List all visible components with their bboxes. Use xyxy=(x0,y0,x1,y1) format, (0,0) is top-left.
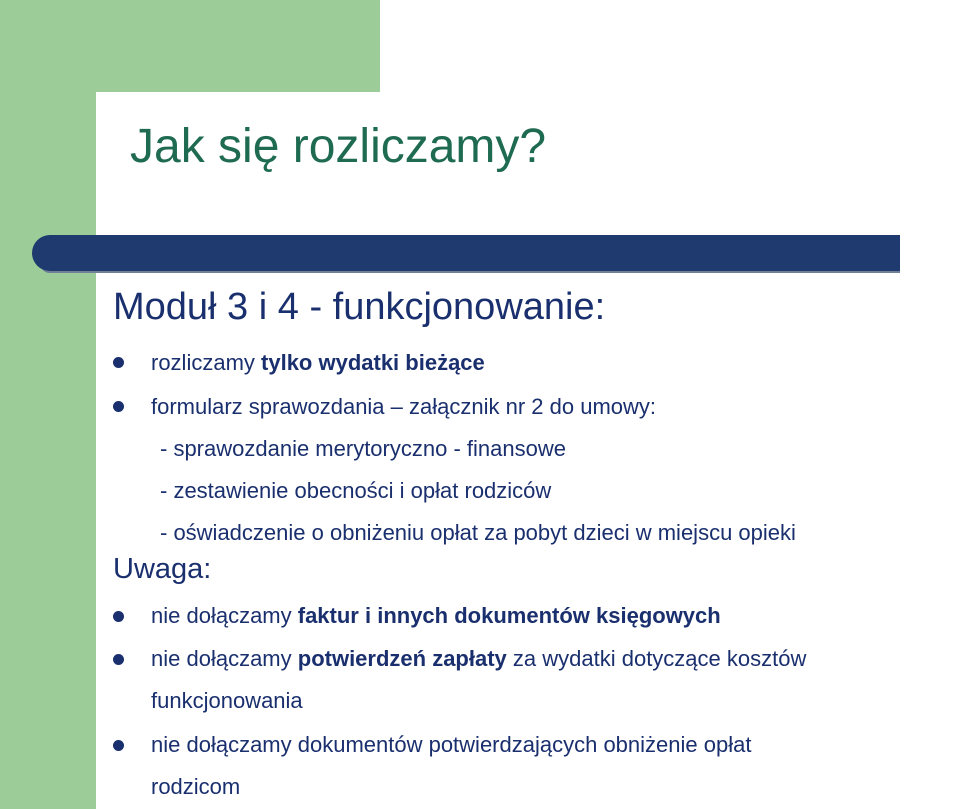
title-bar xyxy=(32,235,900,271)
note-item-2-continuation: funkcjonowania xyxy=(151,688,303,713)
sub-item-3: - oświadczenie o obniżeniu opłat za pobyt dzieci w miejscu opieki xyxy=(160,520,796,545)
note-item-2-tail: za wydatki dotyczące kosztów xyxy=(506,646,807,671)
note-item-2-bold: potwierdzeń zapłaty xyxy=(297,646,507,671)
note-item-3-text: nie dołączamy dokumentów potwierdzających obniżenie opłat xyxy=(151,732,752,757)
slide-title: Jak się rozliczamy? xyxy=(130,120,547,173)
note-item-2 xyxy=(151,644,806,674)
bullet-item-2 xyxy=(151,392,656,422)
note-item-3 xyxy=(151,730,751,760)
bullet-item-1-bold: tylko wydatki bieżące xyxy=(261,350,485,375)
bullet-dot xyxy=(113,654,124,665)
note-item-3-continuation: rodzicom xyxy=(151,774,241,799)
sub-item-2: - zestawienie obecności i opłat rodziców xyxy=(160,478,552,503)
green-side-strip xyxy=(0,0,96,809)
note-label: Uwaga: xyxy=(113,553,212,585)
bullet-dot xyxy=(113,357,124,368)
note-item-2-text: nie dołączamy xyxy=(151,646,298,671)
note-item-1-bold: faktur i innych dokumentów księgowych xyxy=(297,603,721,628)
bullet-item-2-text: formularz sprawozdania – załącznik nr 2 do umowy: xyxy=(151,394,657,419)
note-item-1-text: nie dołączamy xyxy=(151,603,298,628)
bullet-dot xyxy=(113,611,124,622)
green-top-block xyxy=(0,0,380,92)
bullet-dot xyxy=(113,401,124,412)
sub-item-1: - sprawozdanie merytoryczno - finansowe xyxy=(160,436,566,461)
bullet-dot xyxy=(113,740,124,751)
slide-subtitle: Moduł 3 i 4 - funkcjonowanie: xyxy=(113,286,606,328)
bullet-item-1-text: rozliczamy xyxy=(151,350,262,375)
note-item-1 xyxy=(151,601,721,631)
bullet-item-1 xyxy=(151,348,485,378)
